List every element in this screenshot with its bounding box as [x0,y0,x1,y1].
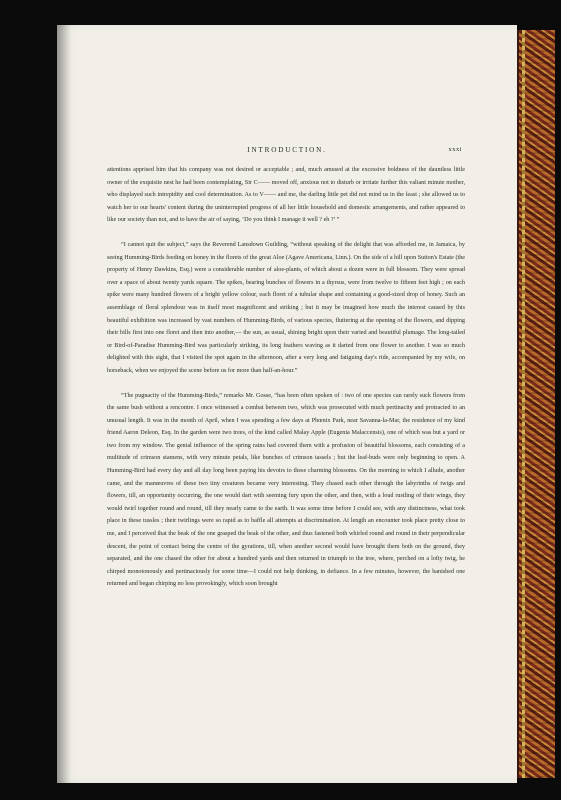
marbled-page-edge [517,30,555,778]
running-header [57,146,517,158]
running-title: INTRODUCTION. [247,146,327,154]
paragraph-1: attentions apprised him that his company was not desired or acceptable ; and, much amused at the excessive boldness of the dauntless little owner of the exquisite nest he had been contemplating, Sir C—— moved off, anxious not to disturb or irritate further this valiant minute mother, who displayed such intrepidity and cool determination. As to V—— and me, the darling little pet did not mind us in the least ; she allowed us to watch her to our hearts' content during the uninterrupted progress of all her little household and domestic arrangements, and rather appeared to like our society than not, and to have the air of saying, ‘Do you think I manage it well ? eh ?’ ” [107,167,465,224]
gilt-edge [522,30,525,778]
gutter-shadow [57,25,71,783]
paragraph-3: “The pugnacity of the Humming-Birds,” remarks Mr. Gosse, “has been often spoken of : two of one species can rarely suck flowers from the same bush without a rencontre. I once witnessed a combat between two, which was prosecuted with much pertinacity and protracted to an unusual length. It was in the month of April, when I was spending a few days at Phœnix Park, near Savanna-la-Mar, the residence of my kind friend Aaron Deleon, Esq. In the garden were two trees, of the kind called Malay Apple (Eugenia Malaccensis), one of which was but a yard or two from my window. The genial influence of the spring rains had covered them with a profusion of beautiful blossoms, each consisting of a multitude of crimson stamens, with very minute petals, like bunches of crimson tassels ; but the leaf-buds were only beginning to open. A Humming-Bird had every day and all day long been paying his devoirs to these charming blossoms. On the morning to which I allude, another came, and the manœuvres of these two tiny creatures became very interesting. They chased each other through the labyrinths of twigs and flowers, till, an opportunity occurring, the one would dart with seeming fury upon the other, and then, with a loud rustling of their wings, they would twirl together round and round, till they nearly came to the earth. It was some time before I could see, with any distinctness, what took place in these tussles ; their twirlings were so rapid as to baffle all attempts at discrimination. At length an encounter took place pretty close to me, and I perceived that the beak of the one grasped the beak of the other, and thus fastened both whirled round and round in their perpendicular descent, the point of contact being the centre of the gyrations, till, when another second would have brought them both on the ground, they separated, and the one chased the other for about a hundred yards and then returned in triumph to the tree, where, perched on a lofty twig, he chirped monotonously and pertinaciously for some time—I could not help thinking, in defiance. In a few minutes, however, the banished one returned and began chirping no less provokingly, which soon brought [107,392,465,588]
page-number: xxxi [448,146,462,153]
paper-page [57,25,517,783]
paragraph-2: “I cannot quit the subject,” says the Reverend Lansdown Guilding, “without speaking of the delight that was afforded me, in Jamaica, by seeing Humming-Birds feeding on honey in the florets of the great Aloe (Agave Americana, Linn.). On the side of a hill upon Sutton's Estate (the property of Henry Dawkins, Esq.) were a considerable number of aloe-plants, of which about a dozen were in full blossom. They were spread over a space of about twenty yards square. The spikes, bearing bunches of flowers in a thyrsus, were from twelve to fifteen feet high ; on each spike were many hundred flowers of a bright yellow colour, each floret of a tubular shape and containing a good-sized drop of honey. Such an assemblage of floral splendour was in itself most magnificent and striking ; but it may be imagined how much the interest caused by this beautiful exhibition was increased by vast numbers of Humming-Birds, of various species, fluttering at the opening of the flowers, and dipping their bills first into one floret and then into another,— the sun, as usual, shining bright upon their varied and beautiful plumage. The long-tailed or Bird-of-Paradise Humming-Bird was particularly striking, its long feathers waving as it darted from one flower to another. I was so much delighted with this sight, that I visited the spot again in the afternoon, after a very long and fatiguing day's ride, accompanied by my wife, on horseback, when we enjoyed the scene before us for more than half-an-hour.” [107,241,465,374]
body-text [107,164,465,591]
